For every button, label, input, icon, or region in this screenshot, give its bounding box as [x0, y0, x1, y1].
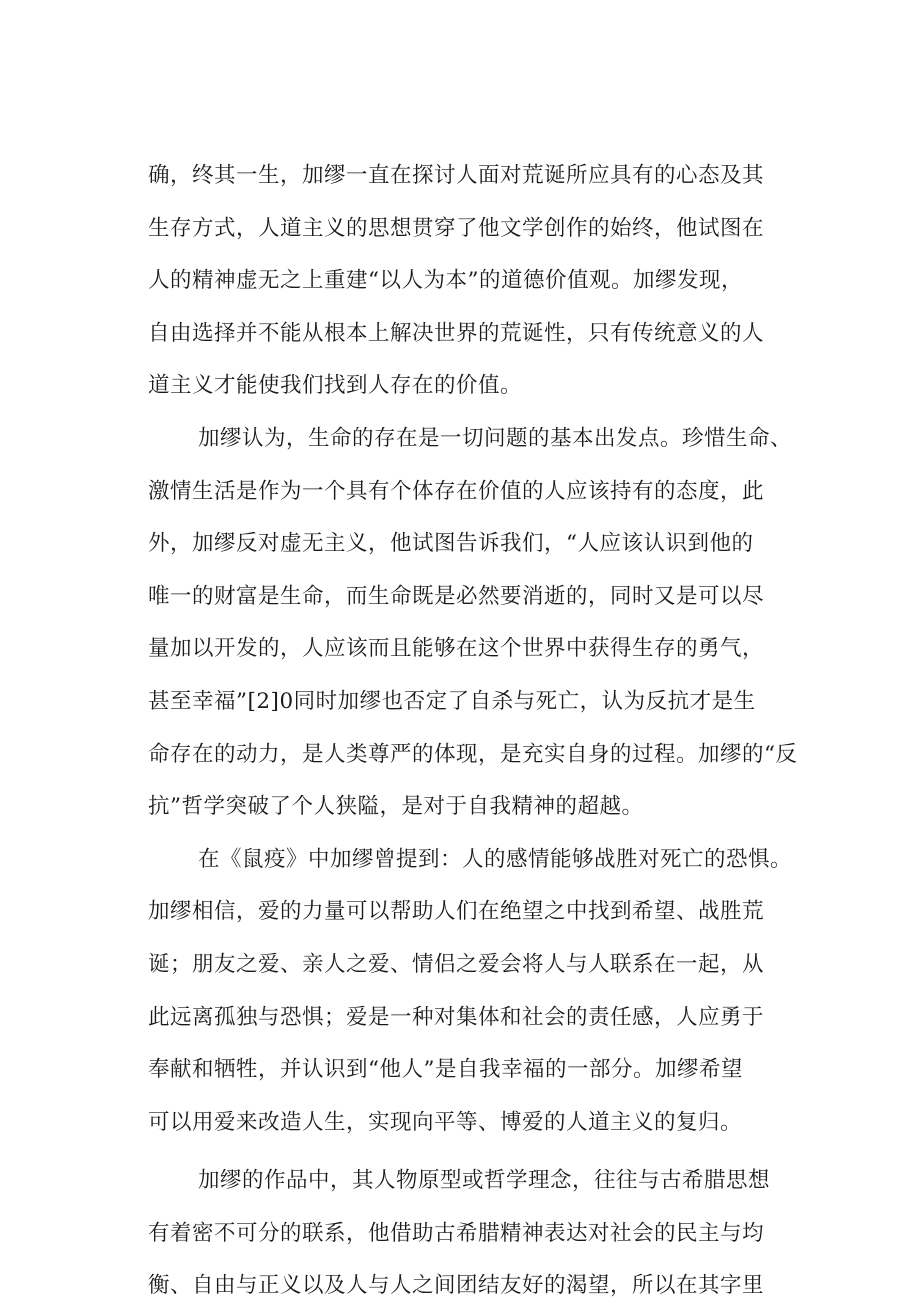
text-line: 奉献和牺牲，并认识到“他人”是自我幸福的一部分。加缪希望: [148, 1057, 743, 1083]
text-line: 加缪认为，生命的存在是一切问题的基本出发点。珍惜生命、: [198, 425, 793, 451]
text-line: 命存在的动力，是人类尊严的体现，是充实自身的过程。加缪的“反: [148, 741, 798, 767]
text-line: 道主义才能使我们找到人存在的价值。: [148, 373, 523, 399]
text-line: 此远离孤独与恐惧；爱是一种对集体和社会的责任感，人应勇于: [148, 1004, 765, 1030]
text-line: 衡、自由与正义以及人与人之间团结友好的渴望，所以在其字里: [148, 1273, 765, 1299]
text-line: 激情生活是作为一个具有个体存在价值的人应该持有的态度，此: [148, 478, 765, 504]
text-line: 有着密不可分的联系，他借助古希腊精神表达对社会的民主与均: [148, 1220, 765, 1246]
text-line: 加缪相信，爱的力量可以帮助人们在绝望之中找到希望、战胜荒: [148, 899, 765, 925]
text-line: 加缪的作品中，其人物原型或哲学理念，往往与古希腊思想: [198, 1168, 771, 1194]
body-text: [148, 150, 828, 1313]
text-line: 唯一的财富是生命，而生命既是必然要消逝的，同时又是可以尽: [148, 583, 765, 609]
text-line: 可以用爱来改造人生，实现向平等、博爱的人道主义的复归。: [148, 1109, 743, 1135]
text-line: 量加以开发的，人应该而且能够在这个世界中获得生存的勇气，: [148, 636, 765, 662]
text-line: 在《鼠疫》中加缪曾提到：人的感情能够战胜对死亡的恐惧。: [198, 846, 793, 872]
text-line: 外，加缪反对虚无主义，他试图告诉我们，“人应该认识到他的: [148, 531, 754, 557]
text-line: 甚至幸福”[2]0同时加缪也否定了自杀与死亡，认为反抗才是生: [148, 688, 756, 714]
text-line: 自由选择并不能从根本上解决世界的荒诞性，只有传统意义的人: [148, 320, 765, 346]
text-line: 诞；朋友之爱、亲人之爱、情侣之爱会将人与人联系在一起，从: [148, 951, 765, 977]
text-line: 确，终其一生，加缪一直在探讨人面对荒诞所应具有的心态及其: [148, 163, 765, 188]
text-line: 生存方式，人道主义的思想贯穿了他文学创作的始终，他试图在: [148, 215, 765, 241]
text-line: 人的精神虚无之上重建“以人为本”的道德价值观。加缪发现，: [148, 268, 743, 294]
text-line: 抗”哲学突破了个人狭隘，是对于自我精神的超越。: [148, 794, 644, 820]
